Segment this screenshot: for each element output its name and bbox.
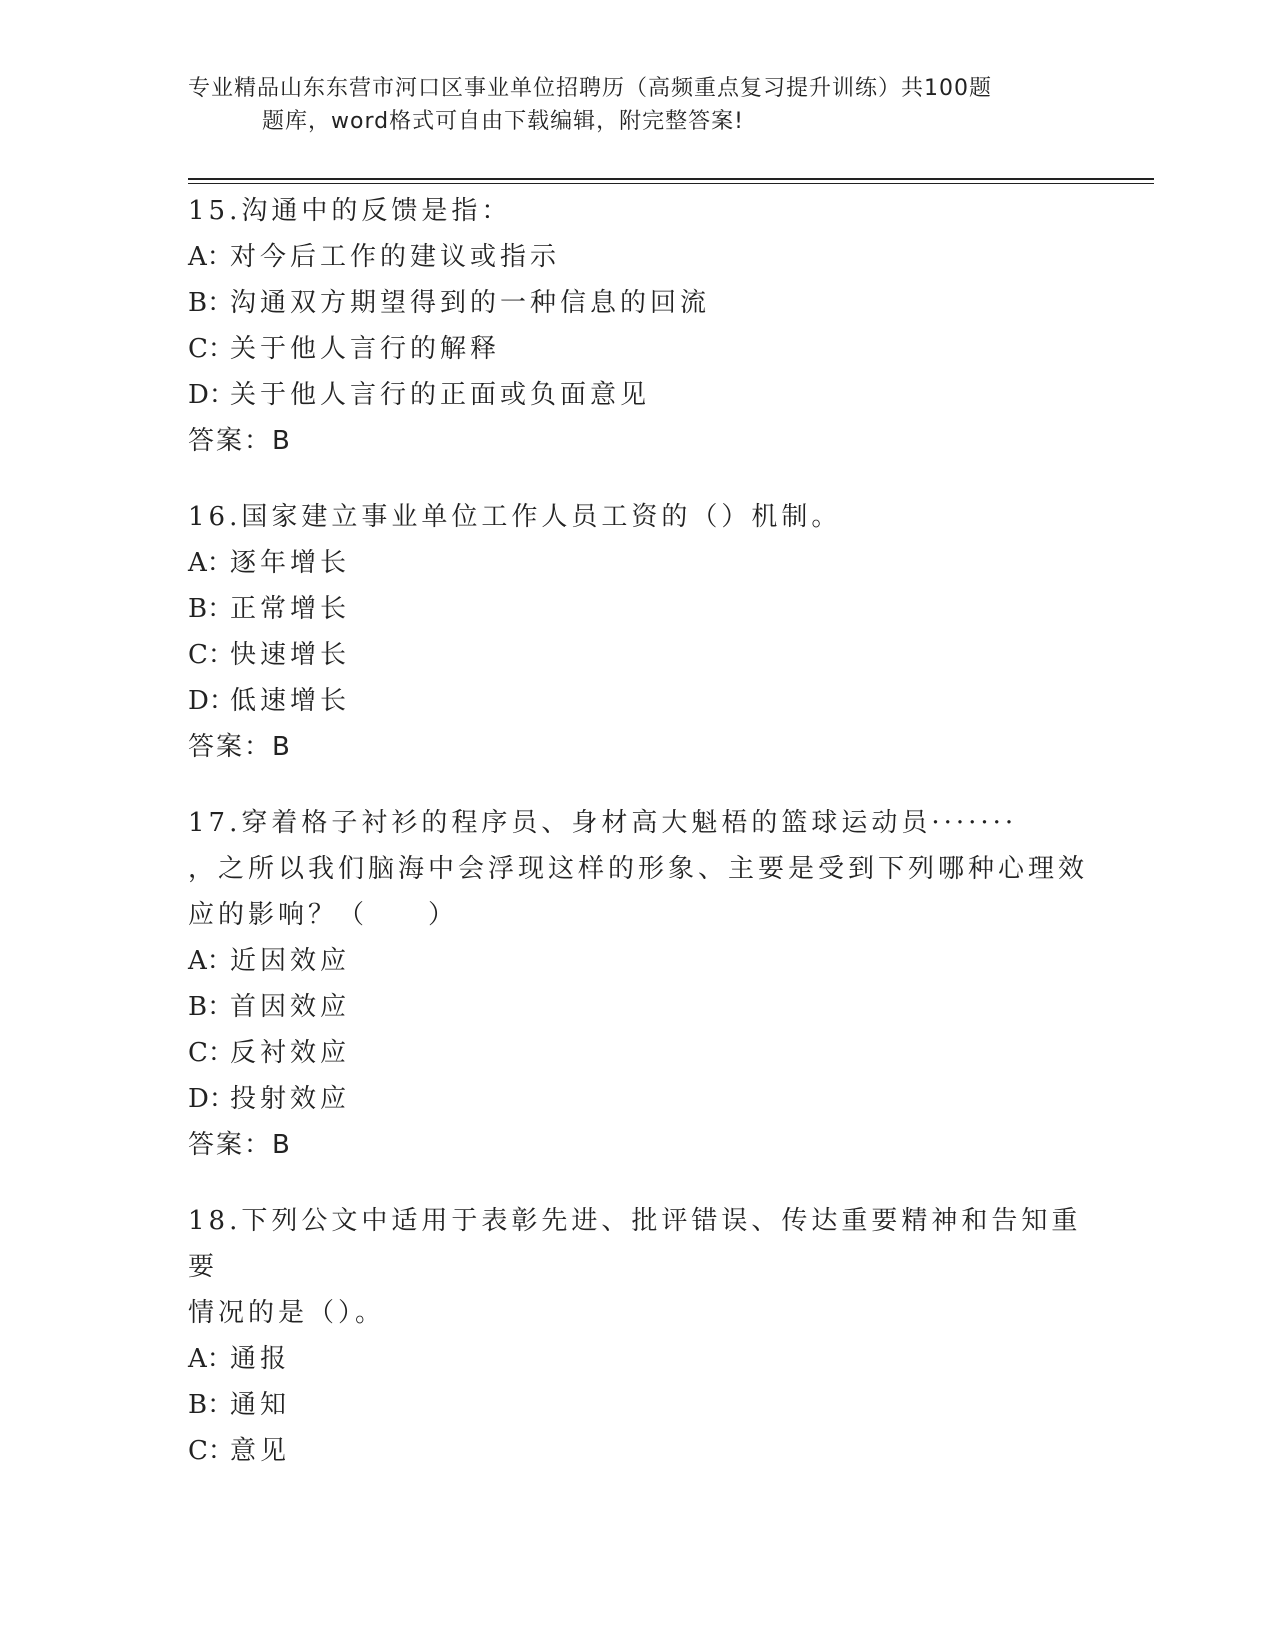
option-key: B：: [188, 288, 234, 318]
option-row: [188, 1336, 1088, 1382]
option-row: [188, 938, 1088, 984]
option-key: C：: [188, 640, 234, 670]
option-key: A：: [188, 1344, 233, 1374]
option-key: D：: [188, 686, 235, 716]
header-title-line-2: 题库，word格式可自由下载编辑，附完整答案!: [262, 109, 744, 134]
question-stem-line: 15.沟通中的反馈是指：: [188, 196, 512, 226]
option-row: [188, 326, 1088, 372]
option-row: [188, 234, 1088, 280]
option-key: A：: [188, 548, 233, 578]
question-stem-line: ，之所以我们脑海中会浮现这样的形象、主要是受到下列哪种心理效: [188, 854, 1089, 884]
option-key: D：: [188, 1084, 235, 1114]
question-stem-line: 16.国家建立事业单位工作人员工资的（）机制。: [188, 502, 842, 532]
option-key: C：: [188, 1436, 234, 1466]
option-text: 沟通双方期望得到的一种信息的回流: [230, 288, 711, 318]
question-block: [188, 494, 1088, 770]
question-stem-line: 应的影响？（ ）: [188, 900, 459, 930]
question-block: [188, 1198, 1088, 1474]
question-stem-line: 18.下列公文中适用于表彰先进、批评错误、传达重要精神和告知重要: [188, 1206, 1082, 1282]
option-key: B：: [188, 992, 234, 1022]
option-text: 低速增长: [230, 686, 351, 716]
option-row: [188, 678, 1088, 724]
option-text: 反衬效应: [230, 1038, 351, 1068]
header-rule-thick: [188, 178, 1154, 180]
option-row: [188, 1382, 1088, 1428]
option-text: 关于他人言行的解释: [230, 334, 501, 364]
option-key: D：: [188, 380, 235, 410]
option-key: A：: [188, 946, 233, 976]
question-block: [188, 188, 1088, 464]
option-text: 正常增长: [230, 594, 351, 624]
option-text: 对今后工作的建议或指示: [230, 242, 561, 272]
header-rule-thin: [188, 183, 1154, 184]
question-block: [188, 800, 1088, 1168]
option-row: [188, 586, 1088, 632]
option-key: C：: [188, 334, 234, 364]
option-row: [188, 372, 1088, 418]
document-header: [188, 72, 1088, 138]
answer-line: 答案：B: [188, 426, 292, 456]
question-stem-line: 17.穿着格子衬衫的程序员、身材高大魁梧的篮球运动员·······: [188, 808, 1018, 838]
answer-line: 答案：B: [188, 732, 292, 762]
question-list: [188, 188, 1088, 1504]
option-row: [188, 984, 1088, 1030]
option-text: 意见: [230, 1436, 291, 1466]
option-key: C：: [188, 1038, 234, 1068]
option-text: 投射效应: [230, 1084, 351, 1114]
option-text: 通报: [230, 1344, 291, 1374]
header-title-line-1: 专业精品山东东营市河口区事业单位招聘历（高频重点复习提升训练）共100题: [188, 76, 992, 101]
option-text: 通知: [230, 1390, 291, 1420]
option-text: 逐年增长: [230, 548, 351, 578]
option-row: [188, 1076, 1088, 1122]
option-row: [188, 632, 1088, 678]
option-text: 快速增长: [230, 640, 351, 670]
option-text: 首因效应: [230, 992, 351, 1022]
option-row: [188, 1428, 1088, 1474]
option-text: 近因效应: [230, 946, 351, 976]
option-row: [188, 280, 1088, 326]
option-row: [188, 540, 1088, 586]
answer-line: 答案：B: [188, 1130, 292, 1160]
option-key: B：: [188, 1390, 234, 1420]
option-key: A：: [188, 242, 233, 272]
option-row: [188, 1030, 1088, 1076]
question-stem-line: 情况的是（）。: [188, 1298, 386, 1328]
option-text: 关于他人言行的正面或负面意见: [230, 380, 651, 410]
option-key: B：: [188, 594, 234, 624]
